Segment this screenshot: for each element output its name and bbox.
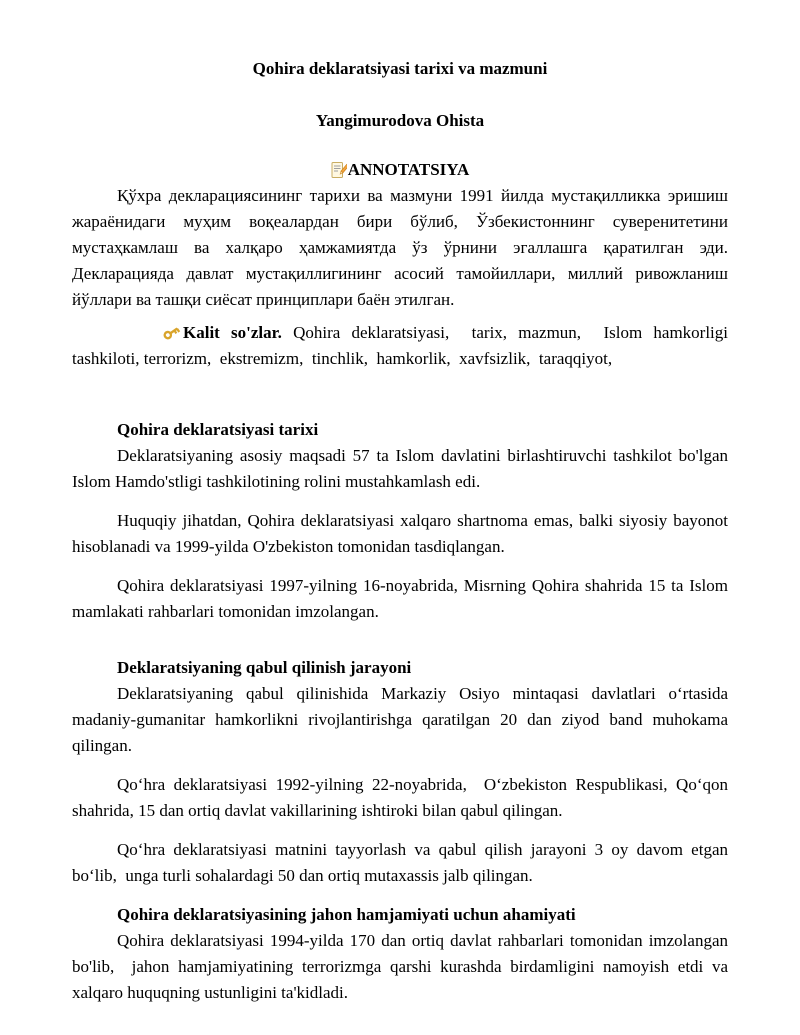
section-heading: Qohira deklaratsiyasining jahon hamjamiyati uchun ahamiyati xyxy=(117,905,576,924)
document-title: Qohira deklaratsiyasi tarixi va mazmuni xyxy=(252,59,548,78)
annotation-paragraph: Қўхра декларациясининг тарихи ва мазмуни 1991 йилда мустақилликка эришиш жараёнидаги муҳим воқеалардан бири бўлиб, Ўзбекистоннинг суверенитетини мустаҳкамлаш ва халқаро ҳамжамиятда ўз ўрнини эгаллашга қаратилган эди. Декларацияда давлат мустақиллигининг асосий тамойиллари, миллий ривожланиш йўллари ва ташқи сиёсат принциплари баён этилган. xyxy=(72,186,737,309)
keywords-paragraph xyxy=(72,320,733,372)
section-global-significance xyxy=(72,902,733,1006)
section-adoption-process xyxy=(72,655,733,889)
annotation-heading xyxy=(72,157,728,183)
paragraph: Huquqiy jihatdan, Qohira deklaratsiyasi xalqaro shartnoma emas, balki siyosiy bayonot hisoblanadi va 1999-yilda O'zbekiston tomonidan tasdiqlangan. xyxy=(72,511,733,556)
keywords-text: Qohira deklaratsiyasi, tarix, mazmun, Islom hamkorligi tashkiloti, terrorizm, ekstremizm, tinchlik, hamkorlik, xavfsizlik, taraqqiyot, xyxy=(72,323,733,368)
section-heading: Deklaratsiyaning qabul qilinish jarayoni xyxy=(117,658,412,677)
paragraph: Qohira deklaratsiyasi 1997-yilning 16-noyabrida, Misrning Qohira shahrida 15 ta Islom mamlakati rahbarlari tomonidan imzolangan. xyxy=(72,576,733,621)
annotation-heading-label: ANNOTATSIYA xyxy=(347,160,470,179)
paragraph: Qo‘hra deklaratsiyasi 1992-yilning 22-noyabrida, O‘zbekiston Respublikasi, Qo‘qon shahrida, 15 dan ortiq davlat vakillarining ishtiroki bilan qabul qilingan. xyxy=(72,775,733,820)
paragraph: Qohira deklaratsiyasi 1994-yilda 170 dan ortiq davlat rahbarlari tomonidan imzolangan bo'lib, jahon hamjamiyatining terrorizmga qarshi kurashda birdamligini namoyish etdi va xalqaro huquqning ustunligini ta'kidladi. xyxy=(72,931,733,1002)
document-sections xyxy=(72,417,733,1006)
memo-icon xyxy=(331,162,347,178)
paragraph: Qo‘hra deklaratsiyasi matnini tayyorlash va qabul qilish jarayoni 3 oy davom etgan bo‘lib, unga turli sohalardagi 50 dan ortiq mutaxassis jalb qilingan. xyxy=(72,840,733,885)
key-icon xyxy=(117,324,181,341)
paragraph: Deklaratsiyaning asosiy maqsadi 57 ta Islom davlatini birlashtiruvchi tashkilot bo'lgan Islom Hamdo'stligi tashkilotining rolini mustahkamlash edi. xyxy=(72,446,733,491)
paragraph: Deklaratsiyaning qabul qilinishida Markaziy Osiyo mintaqasi davlatlari o‘rtasida madaniy-gumanitar hamkorlikni rivojlantirishga qaratilgan 20 dan ziyod band muhokama qilingan. xyxy=(72,684,733,755)
section-heading: Qohira deklaratsiyasi tarixi xyxy=(117,420,319,439)
keywords-label: Kalit so'zlar. xyxy=(183,323,282,342)
document-author: Yangimurodova Ohista xyxy=(315,111,485,130)
section-history xyxy=(72,417,733,625)
